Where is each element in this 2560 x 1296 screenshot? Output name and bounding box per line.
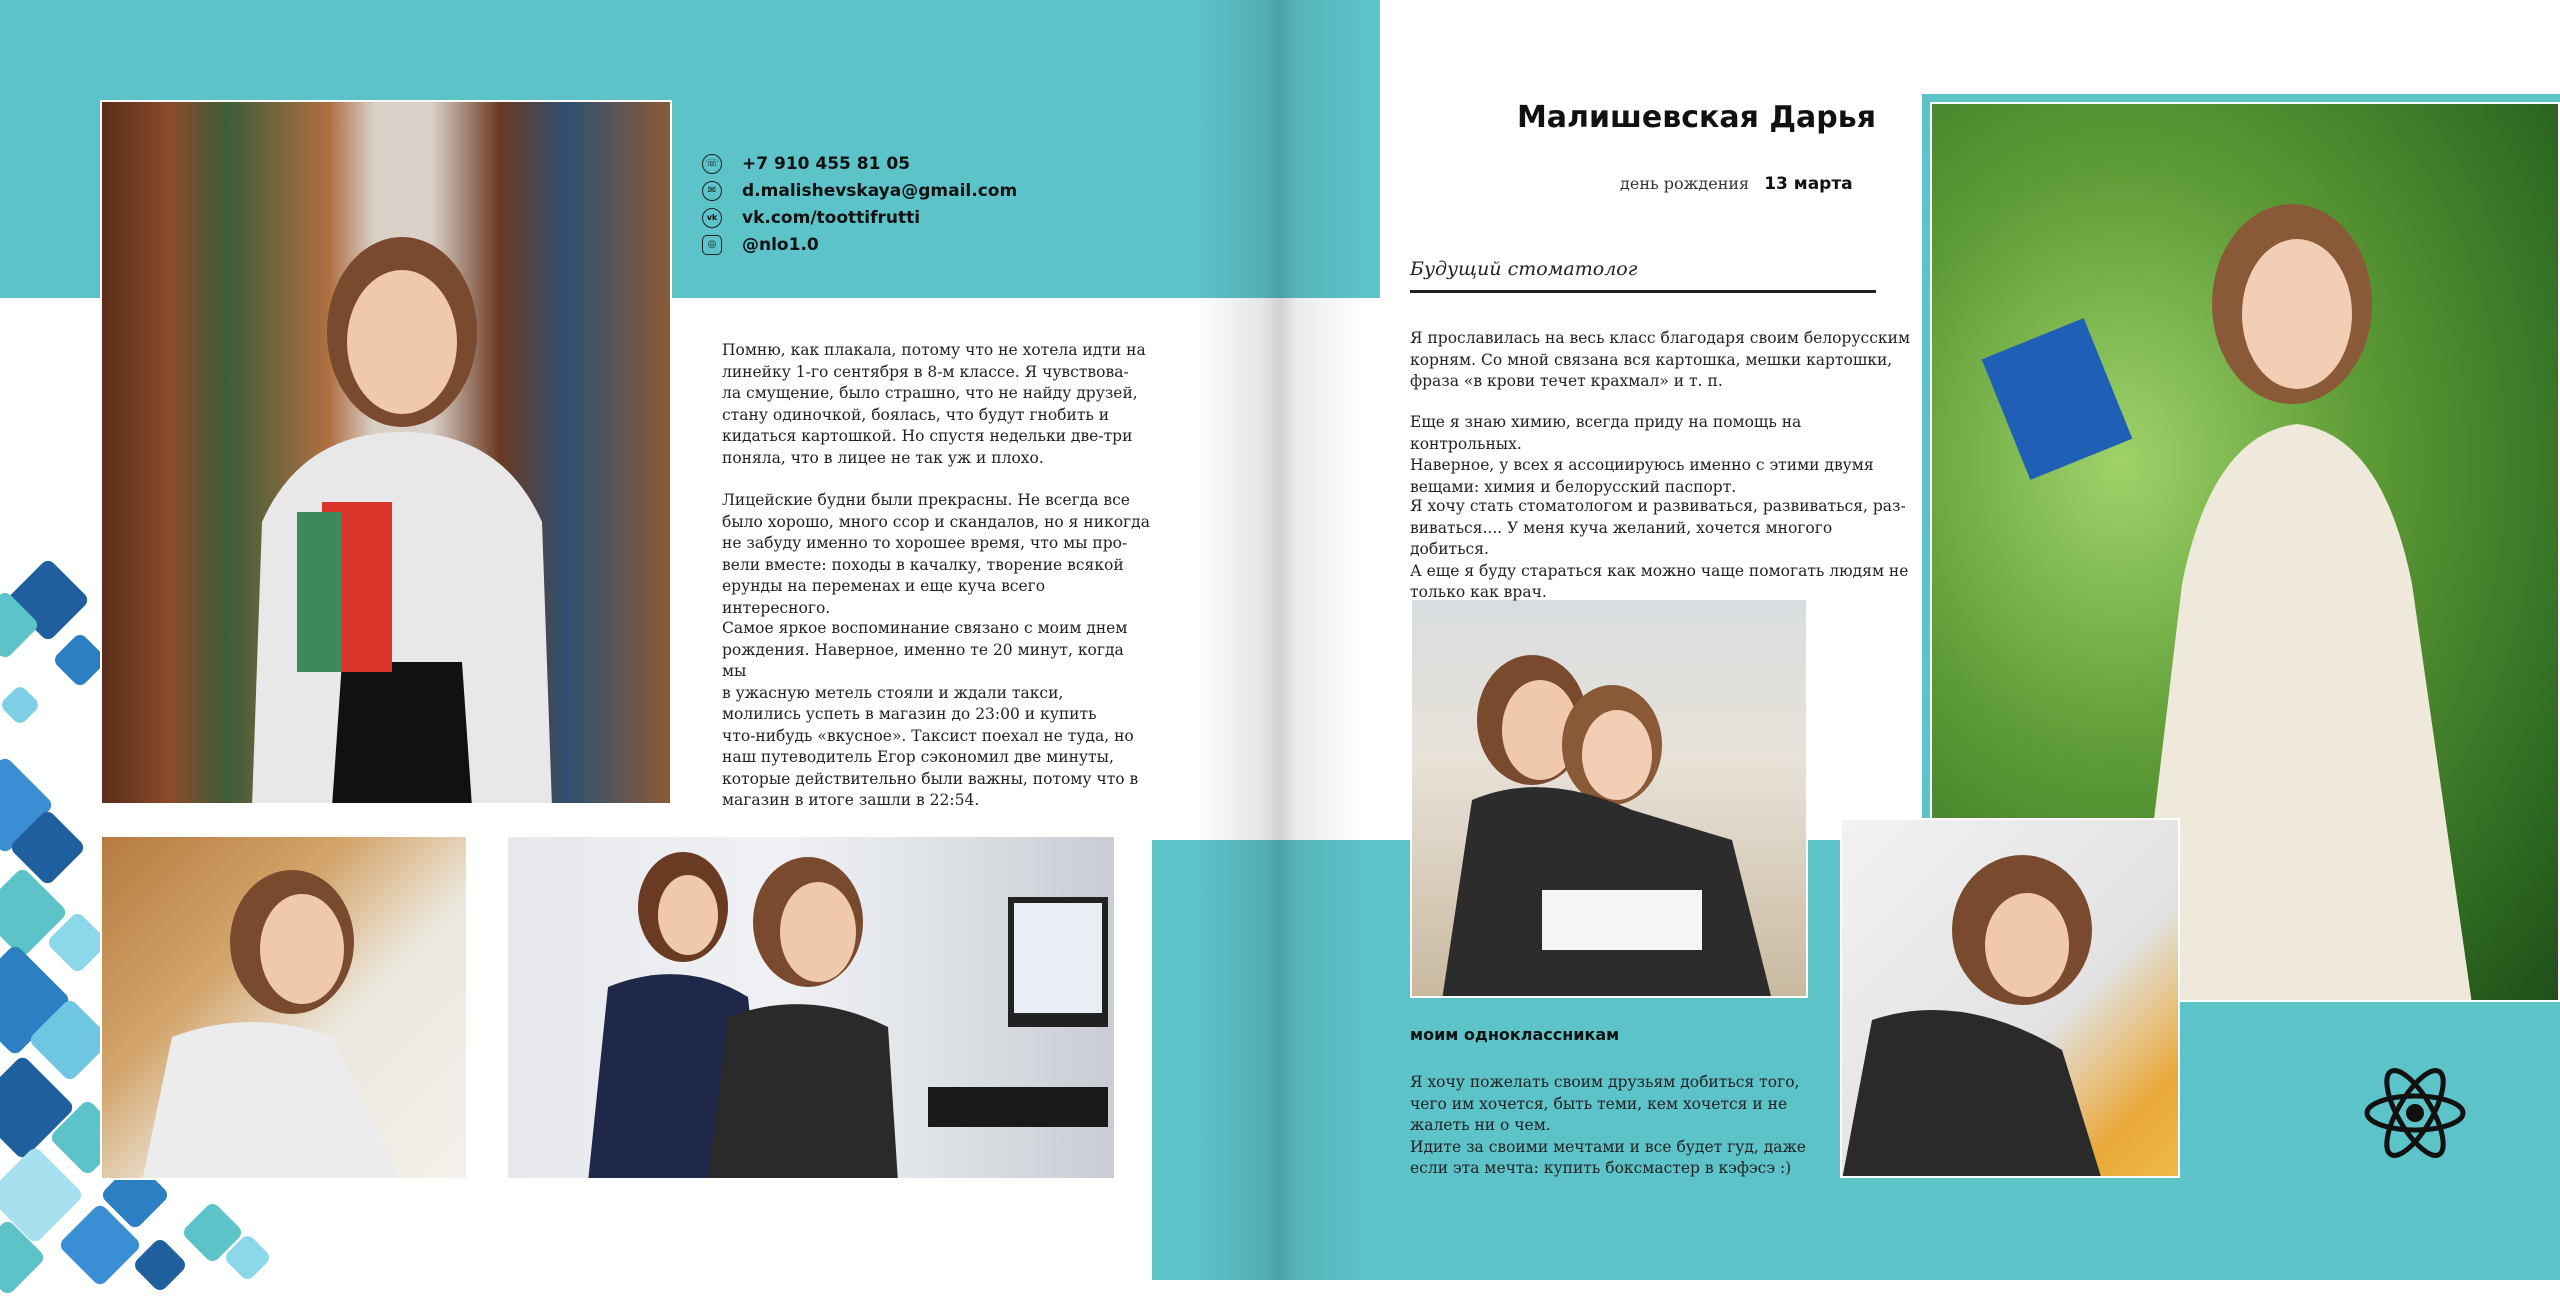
- contact-vk: [702, 204, 1017, 231]
- photo-library-portrait: [100, 100, 672, 805]
- vk-icon: vk: [702, 208, 722, 228]
- phone-icon: ☏: [702, 154, 722, 174]
- email-icon: ✉: [702, 181, 722, 201]
- writing-figure: [1842, 820, 2180, 1178]
- contact-list: [702, 150, 1017, 258]
- left-paragraph-1: Помню, как плакала, потому что не хотела идти на линейку 1-го сентября в 8-м классе. Я чувствова- ла смущение, было страшно, что не найду друзей, стану одиночкой, боялась, что будут гнобить и кидаться картошкой. Но спустя недельки две-три поняла, что в лицее не так уж и плохо.: [722, 341, 1146, 467]
- contact-email-text[interactable]: d.malishevskaya@gmail.com: [742, 180, 1018, 201]
- left-paragraph-3: Самое яркое воспоминание связано с моим днем рождения. Наверное, именно те 20 минут, когда мы в ужасную метель стояли и ждали такси, молились успеть в магазин до 23:00 и купить что-нибудь «вкусное». Таксист поехал не туда, но наш путеводитель Егор сэкономил две минуты, которые действительно были важны, потому что в магазин в итоге зашли в 22:54.: [722, 619, 1139, 809]
- birthday-label: день рождения: [1620, 174, 1750, 193]
- classmates-text: Я хочу пожелать своим друзьям добиться того, чего им хочется, быть теми, кем хочется и не жалеть ни о чем. Идите за своими мечтами и все будет гуд, даже если эта мечта: купить боксмастер в кэфэсэ :): [1410, 1073, 1806, 1177]
- contact-instagram-text[interactable]: @nlo1.0: [742, 234, 819, 255]
- contact-email: [702, 177, 1017, 204]
- computer-class-figures: [508, 837, 1116, 1180]
- contact-phone: [702, 150, 1017, 177]
- right-paragraph-3: Я хочу стать стоматологом и развиваться, развиваться, раз- виваться.... У меня куча желаний, хочется многого добиться. А еще я буду стараться как можно чаще помогать людям не только как врач.: [1410, 497, 1909, 601]
- atom-icon: [2360, 1058, 2470, 1168]
- student-name: Малишевская Дарья: [1516, 100, 1876, 135]
- contact-instagram: [702, 231, 1017, 258]
- classmates-figures: [1412, 600, 1808, 998]
- right-paragraph-1: Я прославилась на весь класс благодаря своим белорусским корням. Со мной связана вся картошка, мешки картошки, фраза «в крови течет крахмал» и т. п.: [1410, 329, 1910, 390]
- contact-vk-text[interactable]: vk.com/toottifrutti: [742, 207, 921, 228]
- photo-writing: [1840, 818, 2180, 1178]
- birthday-value: 13 марта: [1764, 174, 1853, 194]
- contact-phone-text[interactable]: +7 910 455 81 05: [742, 153, 911, 174]
- instagram-icon: ◎: [702, 235, 722, 255]
- portrait-figure: [102, 102, 672, 805]
- right-lower-panel: [1840, 1160, 2180, 1280]
- book-spine: [1195, 0, 1365, 1280]
- birthday: [1620, 174, 1853, 194]
- left-paragraph-2: Лицейские будни были прекрасны. Не всегда все было хорошо, много ссор и скандалов, но я никогда не забуду именно то хорошее время, что мы про- вели вместе: походы в качалку, творение всякой ерунды на переменах и еще куча всего интересного.: [722, 491, 1150, 617]
- studying-figure: [102, 837, 468, 1180]
- motto: Будущий стоматолог: [1410, 258, 1876, 293]
- right-paragraph-2: Еще я знаю химию, всегда приду на помощь на контрольных. Наверное, у всех я ассоциируюсь именно с этими двумя вещами: химия и белорусский паспорт.: [1410, 413, 1874, 496]
- classmates-heading: моим одноклассникам: [1410, 1025, 1620, 1044]
- photo-classmates-hug: [1410, 598, 1808, 998]
- photo-studying: [100, 835, 468, 1180]
- photo-computer-class: [506, 835, 1116, 1180]
